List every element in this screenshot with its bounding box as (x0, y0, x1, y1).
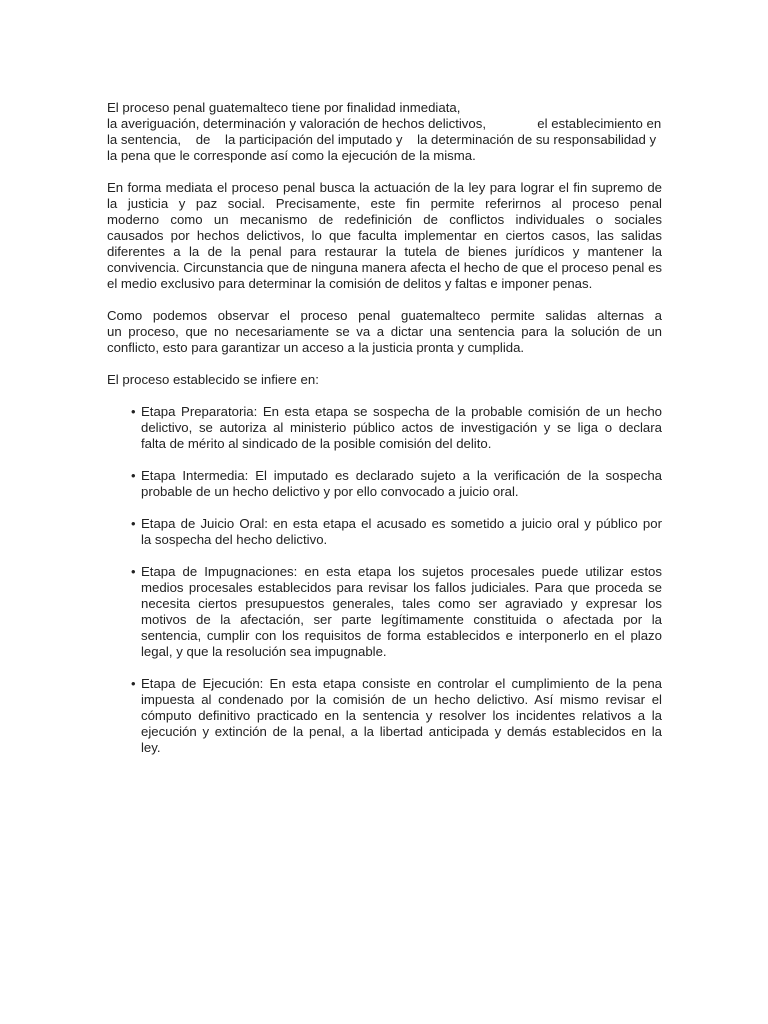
text-line: un proceso, que no necesariamente se va a dictar una sentencia para la solución de un (107, 324, 662, 339)
text-line: medios procesales establecidos para revisar los fallos judiciales. Para que proceda se (141, 580, 662, 595)
text-line: convivencia. Circunstancia que de ninguna manera afecta el hecho de que el proceso penal es (107, 260, 662, 275)
list-item (107, 468, 662, 500)
text-line: ley. (141, 740, 161, 755)
text-line: diferentes a la de la penal para restaurar la tutela de bienes jurídicos y mantener la (107, 244, 662, 259)
text-line: Etapa de Juicio Oral: en esta etapa el acusado es sometido a juicio oral y público por (141, 516, 662, 531)
bullet-icon: • (131, 676, 136, 691)
paragraph-intro (107, 100, 662, 164)
text-line: probable de un hecho delictivo y por ello convocado a juicio oral. (141, 484, 519, 499)
text-line: Como podemos observar el proceso penal guatemalteco permite salidas alternas a (107, 308, 662, 323)
text-line: impuesta al condenado por la comisión de un hecho delictivo. Así mismo revisar el (141, 692, 662, 707)
text-line: la sospecha del hecho delictivo. (141, 532, 328, 547)
text-line: moderno como un mecanismo de redefinición de conflictos individuales o sociales (107, 212, 662, 227)
text-line: El proceso penal guatemalteco tiene por finalidad inmediata, (107, 100, 461, 115)
text-line: Etapa de Impugnaciones: en esta etapa los sujetos procesales puede utilizar estos (141, 564, 662, 579)
paragraph-infiere (107, 372, 662, 388)
paragraph-mediata (107, 180, 662, 292)
text-line: delictivo, se autoriza al ministerio público actos de investigación y se liga o declara (141, 420, 662, 435)
text-line: legal, y que la resolución sea impugnable. (141, 644, 387, 659)
text-line: En forma mediata el proceso penal busca la actuación de la ley para lograr el fin supremo de (107, 180, 662, 195)
text-line: la pena que le corresponde así como la ejecución de la misma. (107, 148, 476, 163)
text-line: la sentencia, de la participación del imputado y la determinación de su responsabilidad y (107, 132, 657, 147)
bullet-icon: • (131, 468, 136, 483)
text-line: la justicia y paz social. Precisamente, este fin permite referirnos al proceso penal (107, 196, 662, 211)
text-line: Etapa de Ejecución: En esta etapa consiste en controlar el cumplimiento de la pena (141, 676, 662, 691)
text-line: El proceso establecido se infiere en: (107, 372, 319, 387)
text-line: causados por hechos delictivos, lo que faculta implementar en ciertos casos, las salidas (107, 228, 662, 243)
text-line: necesita ciertos presupuestos generales, tales como ser agraviado y expresar los (141, 596, 662, 611)
text-line: falta de mérito al sindicado de la posible comisión del delito. (141, 436, 492, 451)
text-line: sentencia, cumplir con los requisitos de forma establecidos e interponerlo en el plazo (141, 628, 662, 643)
text-line: motivos de la afectación, ser parte legítimamente constituida o afectada por la (141, 612, 662, 627)
paragraph-salidas (107, 308, 662, 356)
text-line: cómputo definitivo practicado en la sentencia y resolver los incidentes relativos a la (141, 708, 662, 723)
text-line: Etapa Preparatoria: En esta etapa se sospecha de la probable comisión de un hecho (141, 404, 662, 419)
list-item (107, 676, 662, 756)
bullet-icon: • (131, 516, 136, 531)
text-line: conflicto, esto para garantizar un acceso a la justicia pronta y cumplida. (107, 340, 525, 355)
document-page (107, 100, 662, 772)
text-line: el medio exclusivo para determinar la comisión de delitos y faltas e imponer penas. (107, 276, 593, 291)
etapas-list (107, 404, 662, 756)
bullet-icon: • (131, 564, 136, 579)
text-line: Etapa Intermedia: El imputado es declarado sujeto a la verificación de la sospecha (141, 468, 662, 483)
list-item (107, 516, 662, 548)
text-line: la averiguación, determinación y valoración de hechos delictivos, el establecimiento en (107, 116, 662, 131)
text-line: ejecución y extinción de la penal, a la libertad anticipada y demás establecidos en la (141, 724, 662, 739)
list-item (107, 564, 662, 660)
list-item (107, 404, 662, 452)
bullet-icon: • (131, 404, 136, 419)
